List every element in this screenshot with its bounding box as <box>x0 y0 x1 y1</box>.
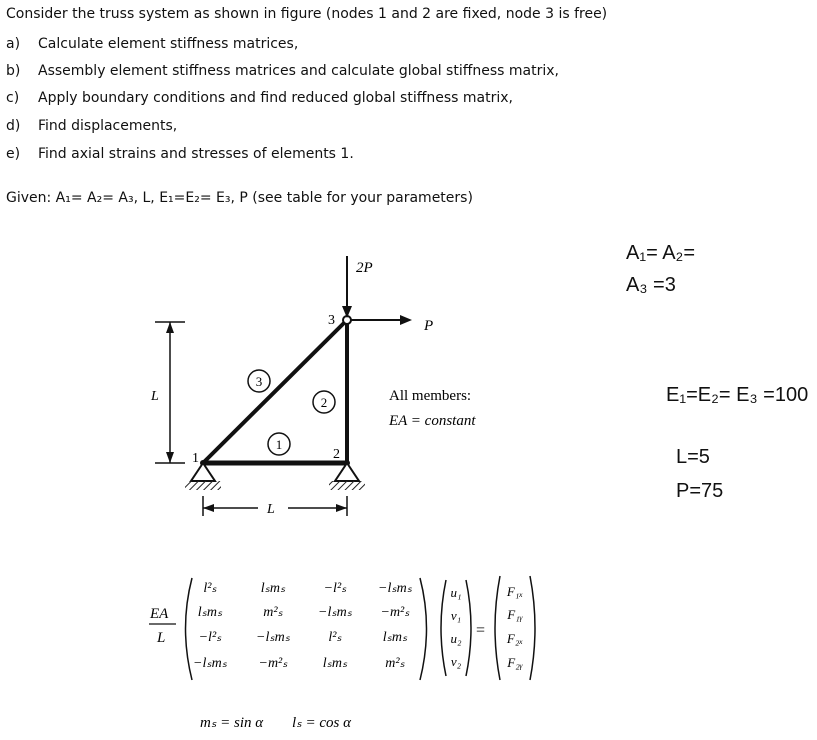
stiffness-matrix <box>193 581 413 671</box>
given-line: Given: A₁= A₂= A₃, L, E₁=E₂= E₃, P (see table for your parameters) <box>6 190 473 206</box>
dim-vertical-label: L <box>151 389 159 404</box>
matrix-cell: −m²ₛ <box>258 656 288 671</box>
task-c: c) Apply boundary conditions and find reduced global stiffness matrix, <box>6 90 513 106</box>
load-p-label: P <box>424 318 434 334</box>
matrix-cell: −l²ₛ <box>198 630 222 645</box>
task-b: b) Assembly element stiffness matrices and calculate global stiffness matrix, <box>6 63 559 79</box>
task-d: d) Find displacements, <box>6 118 178 134</box>
matrix-cell: lₛmₛ <box>260 581 286 596</box>
force-cell: F₂ₓ <box>506 631 524 646</box>
force-cell: F₁ₓ <box>506 584 524 599</box>
support-node-2 <box>329 463 365 490</box>
matrix-cell: −lₛmₛ <box>256 630 290 645</box>
force-cell: F₁ᵧ <box>507 607 523 622</box>
displacement-cell: v₂ <box>450 654 462 669</box>
task-e: e) Find axial strains and stresses of elements 1. <box>6 146 354 162</box>
displacement-cell: u₁ <box>450 585 462 600</box>
note-line-1: All members: <box>389 388 472 404</box>
param-length: L=5 <box>676 446 710 468</box>
force-cell: F₂ᵧ <box>507 655 523 670</box>
matrix-cell: l²ₛ <box>328 630 342 645</box>
displacement-cell: v₁ <box>450 608 462 623</box>
matrix-cell: −lₛmₛ <box>378 581 412 596</box>
matrix-cell: m²ₛ <box>263 605 283 620</box>
displacement-vector <box>450 585 462 669</box>
matrix-cell: lₛmₛ <box>322 656 348 671</box>
param-area-line1: A₁= A₂= <box>626 242 696 264</box>
equals-sign: = <box>476 622 486 639</box>
matrix-cell: l²ₛ <box>203 581 217 596</box>
matrix-cell: lₛmₛ <box>197 605 223 620</box>
support-node-1 <box>185 463 221 490</box>
param-area-line2: A₃ =3 <box>626 274 676 296</box>
note-line-2: EA = constant <box>389 413 476 429</box>
matrix-cell: −lₛmₛ <box>193 656 227 671</box>
force-vector <box>506 584 523 670</box>
param-load: P=75 <box>676 480 724 502</box>
node-label-3: 3 <box>328 313 335 328</box>
definition-m: mₛ = sin α <box>200 715 264 731</box>
element-label-3: 3 <box>255 374 263 389</box>
element-label-2: 2 <box>320 395 328 410</box>
coef-numerator: EA <box>150 606 169 622</box>
task-a: a) Calculate element stiffness matrices, <box>6 36 299 52</box>
param-modulus: E₁=E₂= E₃ =100 <box>666 384 809 406</box>
matrix-cell: −lₛmₛ <box>318 605 352 620</box>
matrix-cell: −m²ₛ <box>380 605 410 620</box>
node-label-1: 1 <box>192 451 199 466</box>
dim-horizontal-label: L <box>267 502 275 517</box>
problem-intro: Consider the truss system as shown in figure (nodes 1 and 2 are fixed, node 3 is free) <box>6 6 608 22</box>
matrix-cell: lₛmₛ <box>382 630 408 645</box>
node-label-2: 2 <box>333 447 340 462</box>
coef-denominator: L <box>157 630 166 646</box>
definition-l: lₛ = cos α <box>292 715 352 731</box>
load-2p-label: 2P <box>356 260 373 276</box>
matrix-cell: −l²ₛ <box>323 581 347 596</box>
element-label-1: 1 <box>275 437 283 452</box>
displacement-cell: u₂ <box>450 631 462 646</box>
matrix-cell: m²ₛ <box>385 656 405 671</box>
